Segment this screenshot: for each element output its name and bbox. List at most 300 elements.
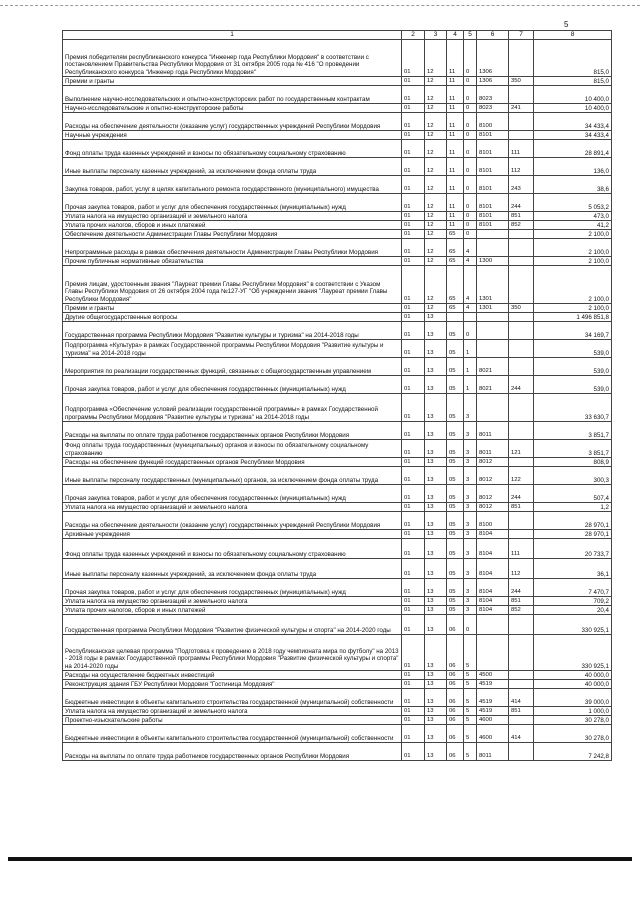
- amount-cell: 28 970,1: [534, 512, 612, 530]
- expense-type-cell: 851: [509, 597, 534, 606]
- table-row: [63, 458, 612, 467]
- expense-name-cell: Реконструкция здания ГБУ Республики Мордовия "Гостиница Мордовия": [63, 680, 402, 689]
- program-code-cell: 06: [447, 615, 464, 635]
- amount-cell: 40 000,0: [534, 671, 612, 680]
- expense-type-cell: [509, 680, 534, 689]
- subsection-code-cell: 13: [425, 680, 447, 689]
- expense-type-cell: 852: [509, 606, 534, 615]
- expense-name-cell: Государственная программа Республики Мордовия "Развитие физической культуры и спорта" на 2014-2020 годы: [63, 615, 402, 635]
- amount-cell: 34 433,4: [534, 113, 612, 131]
- section-code-cell: 01: [402, 340, 425, 358]
- target-code-cell: 8100: [477, 512, 509, 530]
- expense-name-cell: Прочая закупка товаров, работ и услуг для обеспечения государственных (муниципальных) нужд: [63, 376, 402, 394]
- target-code-cell: 4519: [477, 689, 509, 707]
- subprogram-code-cell: 1: [464, 340, 477, 358]
- subsection-code-cell: 12: [425, 104, 447, 113]
- expense-name-cell: Прочие публичные нормативные обязательства: [63, 257, 402, 266]
- section-code-cell: 01: [402, 40, 425, 77]
- section-code-cell: 01: [402, 707, 425, 716]
- expense-type-cell: [509, 743, 534, 761]
- section-code-cell: 01: [402, 422, 425, 440]
- expense-type-cell: [509, 40, 534, 77]
- expense-name-cell: Бюджетные инвестиции в объекты капитального строительства государственной (муниципальной) собственности: [63, 725, 402, 743]
- expense-type-cell: 112: [509, 559, 534, 579]
- program-code-cell: 11: [447, 77, 464, 86]
- program-code-cell: 11: [447, 176, 464, 194]
- section-code-cell: 01: [402, 140, 425, 158]
- section-code-cell: 01: [402, 503, 425, 512]
- expense-type-cell: 851: [509, 503, 534, 512]
- table-row: [63, 257, 612, 266]
- subsection-code-cell: 13: [425, 725, 447, 743]
- section-code-cell: 01: [402, 689, 425, 707]
- section-code-cell: 01: [402, 322, 425, 340]
- table-row: [63, 394, 612, 422]
- amount-cell: 5 053,2: [534, 194, 612, 212]
- subsection-code-cell: 13: [425, 606, 447, 615]
- section-code-cell: 01: [402, 376, 425, 394]
- target-code-cell: 8104: [477, 597, 509, 606]
- expense-name-cell: Бюджетные инвестиции в объекты капитального строительства государственной (муниципальной) собственности: [63, 689, 402, 707]
- subprogram-code-cell: 3: [464, 530, 477, 539]
- subsection-code-cell: 13: [425, 313, 447, 322]
- expense-name-cell: Архивные учреждения: [63, 530, 402, 539]
- table-row: [63, 221, 612, 230]
- table-row: [63, 313, 612, 322]
- amount-cell: 36,1: [534, 559, 612, 579]
- expense-name-cell: Уплата налога на имущество организаций и земельного налога: [63, 212, 402, 221]
- table-row: [63, 131, 612, 140]
- expense-name-cell: Иные выплаты персоналу казенных учреждений, за исключением фонда оплаты труда: [63, 559, 402, 579]
- subprogram-code-cell: 0: [464, 212, 477, 221]
- subsection-code-cell: 13: [425, 635, 447, 671]
- program-code-cell: 11: [447, 104, 464, 113]
- amount-cell: 709,2: [534, 597, 612, 606]
- amount-cell: 33 630,7: [534, 394, 612, 422]
- amount-cell: 2 100,0: [534, 239, 612, 257]
- subprogram-code-cell: 5: [464, 707, 477, 716]
- table-row: [63, 230, 612, 239]
- amount-cell: 1 000,0: [534, 707, 612, 716]
- program-code-cell: 05: [447, 376, 464, 394]
- expense-name-cell: Премия победителям республиканского конкурса "Инженер года Республики Мордовия" в соответствии с постановлением Правительства Республики Мордовия от 31 октября 2005 года № 416 "О проведении Республиканского конкурса "Инженер года Республики Мордовия": [63, 40, 402, 77]
- subprogram-code-cell: 1: [464, 358, 477, 376]
- section-code-cell: 01: [402, 304, 425, 313]
- subprogram-code-cell: 0: [464, 230, 477, 239]
- bottom-scan-edge: [8, 857, 632, 861]
- expense-name-cell: Непрограммные расходы в рамках обеспечения деятельности Администрации Главы Республики Мордовия: [63, 239, 402, 257]
- expense-type-cell: 414: [509, 725, 534, 743]
- subprogram-code-cell: 0: [464, 322, 477, 340]
- expense-type-cell: [509, 131, 534, 140]
- amount-cell: 507,4: [534, 485, 612, 503]
- section-code-cell: 01: [402, 615, 425, 635]
- section-code-cell: 01: [402, 86, 425, 104]
- subsection-code-cell: 13: [425, 579, 447, 597]
- expense-type-cell: 112: [509, 158, 534, 176]
- subprogram-code-cell: 0: [464, 77, 477, 86]
- program-code-cell: [447, 313, 464, 322]
- subprogram-code-cell: 3: [464, 579, 477, 597]
- amount-cell: 539,0: [534, 376, 612, 394]
- amount-cell: 300,3: [534, 467, 612, 485]
- section-code-cell: 01: [402, 77, 425, 86]
- subprogram-code-cell: 0: [464, 113, 477, 131]
- section-code-cell: 01: [402, 597, 425, 606]
- subprogram-code-cell: 0: [464, 176, 477, 194]
- target-code-cell: 4600: [477, 725, 509, 743]
- expense-type-cell: 851: [509, 212, 534, 221]
- program-code-cell: 11: [447, 212, 464, 221]
- expense-type-cell: [509, 358, 534, 376]
- table-row: [63, 579, 612, 597]
- program-code-cell: 05: [447, 322, 464, 340]
- expense-type-cell: [509, 422, 534, 440]
- subsection-code-cell: 13: [425, 716, 447, 725]
- expense-name-cell: Обеспечение деятельности Администрации Главы Республики Мордовия: [63, 230, 402, 239]
- subsection-code-cell: 12: [425, 257, 447, 266]
- expense-type-cell: [509, 635, 534, 671]
- amount-cell: 539,0: [534, 358, 612, 376]
- section-code-cell: 01: [402, 358, 425, 376]
- expense-name-cell: Мероприятия по реализации государственных функций, связанных с общегосударственным управлением: [63, 358, 402, 376]
- expense-type-cell: [509, 257, 534, 266]
- amount-cell: 40 000,0: [534, 680, 612, 689]
- subprogram-code-cell: 3: [464, 597, 477, 606]
- table-row: [63, 530, 612, 539]
- table-row: [63, 140, 612, 158]
- page-number: 5: [564, 20, 569, 29]
- subprogram-code-cell: 0: [464, 615, 477, 635]
- amount-cell: 2 100,0: [534, 230, 612, 239]
- subprogram-code-cell: 4: [464, 304, 477, 313]
- header-cell: 7: [509, 31, 534, 40]
- subsection-code-cell: 13: [425, 689, 447, 707]
- table-row: [63, 358, 612, 376]
- expense-name-cell: Уплата прочих налогов, сборов и иных платежей: [63, 606, 402, 615]
- section-code-cell: 01: [402, 394, 425, 422]
- target-code-cell: 4500: [477, 671, 509, 680]
- target-code-cell: 1301: [477, 304, 509, 313]
- amount-cell: 39 000,0: [534, 689, 612, 707]
- subprogram-code-cell: [464, 313, 477, 322]
- section-code-cell: 01: [402, 725, 425, 743]
- expense-name-cell: Проектно-изыскательские работы: [63, 716, 402, 725]
- table-row: [63, 86, 612, 104]
- subsection-code-cell: 12: [425, 158, 447, 176]
- amount-cell: 30 278,0: [534, 716, 612, 725]
- amount-cell: 20 733,7: [534, 539, 612, 559]
- subprogram-code-cell: 3: [464, 606, 477, 615]
- table-row: [63, 194, 612, 212]
- target-code-cell: 8104: [477, 606, 509, 615]
- expense-name-cell: Премии и гранты: [63, 304, 402, 313]
- program-code-cell: 06: [447, 725, 464, 743]
- subprogram-code-cell: 1: [464, 376, 477, 394]
- table-row: [63, 606, 612, 615]
- amount-cell: 41,2: [534, 221, 612, 230]
- target-code-cell: [477, 635, 509, 671]
- section-code-cell: 01: [402, 440, 425, 458]
- section-code-cell: 01: [402, 485, 425, 503]
- target-code-cell: 8104: [477, 539, 509, 559]
- amount-cell: 28 970,1: [534, 530, 612, 539]
- target-code-cell: [477, 340, 509, 358]
- program-code-cell: 05: [447, 358, 464, 376]
- table-row: [63, 559, 612, 579]
- target-code-cell: 1306: [477, 40, 509, 77]
- expense-name-cell: Подпрограмма «Культура» в рамках Государственной программы Республики Мордовия "Развитие культуры и туризма" на 2014-2018 годы: [63, 340, 402, 358]
- expense-type-cell: 244: [509, 194, 534, 212]
- target-code-cell: [477, 615, 509, 635]
- subprogram-code-cell: 3: [464, 394, 477, 422]
- amount-cell: 10 400,0: [534, 104, 612, 113]
- expense-type-cell: 350: [509, 304, 534, 313]
- expense-name-cell: Закупка товаров, работ, услуг в целях капитального ремонта государственного (муниципального) имущества: [63, 176, 402, 194]
- target-code-cell: 8023: [477, 104, 509, 113]
- section-code-cell: 01: [402, 579, 425, 597]
- table-row: [63, 671, 612, 680]
- amount-cell: 20,4: [534, 606, 612, 615]
- table-row: [63, 485, 612, 503]
- target-code-cell: 8101: [477, 212, 509, 221]
- header-cell: 3: [425, 31, 447, 40]
- subsection-code-cell: 12: [425, 221, 447, 230]
- program-code-cell: 06: [447, 716, 464, 725]
- expense-name-cell: Расходы на выплаты по оплате труда работников государственных органов Республики Мордовия: [63, 422, 402, 440]
- expense-type-cell: 111: [509, 539, 534, 559]
- section-code-cell: 01: [402, 257, 425, 266]
- program-code-cell: 06: [447, 635, 464, 671]
- section-code-cell: 01: [402, 176, 425, 194]
- top-edge-line: [0, 5, 640, 6]
- section-code-cell: 01: [402, 104, 425, 113]
- section-code-cell: 01: [402, 680, 425, 689]
- program-code-cell: 05: [447, 340, 464, 358]
- table-row: [63, 266, 612, 304]
- subprogram-code-cell: 4: [464, 257, 477, 266]
- header-cell: 1: [63, 31, 402, 40]
- target-code-cell: 1300: [477, 257, 509, 266]
- amount-cell: 34 433,4: [534, 131, 612, 140]
- section-code-cell: 01: [402, 266, 425, 304]
- subsection-code-cell: 13: [425, 467, 447, 485]
- subsection-code-cell: 13: [425, 394, 447, 422]
- expense-name-cell: Расходы на осуществление бюджетных инвестиций: [63, 671, 402, 680]
- target-code-cell: [477, 394, 509, 422]
- subprogram-code-cell: 0: [464, 104, 477, 113]
- section-code-cell: 01: [402, 671, 425, 680]
- expense-type-cell: 414: [509, 689, 534, 707]
- table-row: [63, 239, 612, 257]
- expense-type-cell: 350: [509, 77, 534, 86]
- program-code-cell: 11: [447, 158, 464, 176]
- subsection-code-cell: 12: [425, 194, 447, 212]
- amount-cell: 815,0: [534, 77, 612, 86]
- subsection-code-cell: 13: [425, 539, 447, 559]
- table-body: [63, 40, 612, 761]
- expense-name-cell: Уплата налога на имущество организаций и земельного налога: [63, 503, 402, 512]
- section-code-cell: 01: [402, 239, 425, 257]
- program-code-cell: 65: [447, 266, 464, 304]
- program-code-cell: 65: [447, 230, 464, 239]
- table-row: [63, 615, 612, 635]
- program-code-cell: 65: [447, 257, 464, 266]
- section-code-cell: 01: [402, 113, 425, 131]
- program-code-cell: 06: [447, 707, 464, 716]
- header-cell: 8: [534, 31, 612, 40]
- subprogram-code-cell: 5: [464, 635, 477, 671]
- table-row: [63, 707, 612, 716]
- subprogram-code-cell: 3: [464, 467, 477, 485]
- program-code-cell: 05: [447, 539, 464, 559]
- expense-name-cell: Иные выплаты персоналу казенных учреждений, за исключением фонда оплаты труда: [63, 158, 402, 176]
- expense-type-cell: 241: [509, 104, 534, 113]
- expense-name-cell: Республиканская целевая программа "Подготовка к проведению в 2018 году чемпионата мира по футболу" на 2013 - 2018 годы в рамках Государственной программы Республики Мордовия "Развитие физической культуры и спорта" на 2014-2020 годы: [63, 635, 402, 671]
- expense-name-cell: Уплата прочих налогов, сборов и иных платежей: [63, 221, 402, 230]
- section-code-cell: 01: [402, 467, 425, 485]
- program-code-cell: 11: [447, 131, 464, 140]
- table-row: [63, 176, 612, 194]
- expense-type-cell: [509, 394, 534, 422]
- subsection-code-cell: 13: [425, 615, 447, 635]
- target-code-cell: [477, 230, 509, 239]
- target-code-cell: 8101: [477, 158, 509, 176]
- expense-type-cell: [509, 239, 534, 257]
- amount-cell: 28 891,4: [534, 140, 612, 158]
- target-code-cell: 4600: [477, 716, 509, 725]
- expense-name-cell: Расходы на выплаты по оплате труда работников государственных органов Республики Мордовия: [63, 743, 402, 761]
- expense-type-cell: 122: [509, 467, 534, 485]
- expense-type-cell: [509, 671, 534, 680]
- section-code-cell: 01: [402, 716, 425, 725]
- amount-cell: 2 100,0: [534, 304, 612, 313]
- section-code-cell: 01: [402, 158, 425, 176]
- program-code-cell: 05: [447, 440, 464, 458]
- subprogram-code-cell: 3: [464, 539, 477, 559]
- amount-cell: 815,0: [534, 40, 612, 77]
- subsection-code-cell: 13: [425, 458, 447, 467]
- section-code-cell: 01: [402, 313, 425, 322]
- table-row: [63, 40, 612, 77]
- subsection-code-cell: 13: [425, 358, 447, 376]
- subsection-code-cell: 13: [425, 559, 447, 579]
- section-code-cell: 01: [402, 539, 425, 559]
- section-code-cell: 01: [402, 458, 425, 467]
- subsection-code-cell: 13: [425, 376, 447, 394]
- target-code-cell: 4519: [477, 707, 509, 716]
- amount-cell: 473,0: [534, 212, 612, 221]
- program-code-cell: 11: [447, 113, 464, 131]
- subprogram-code-cell: 5: [464, 680, 477, 689]
- expense-name-cell: Премии и гранты: [63, 77, 402, 86]
- subsection-code-cell: 12: [425, 131, 447, 140]
- expense-name-cell: Прочая закупка товаров, работ и услуг для обеспечения государственных (муниципальных) нужд: [63, 194, 402, 212]
- subprogram-code-cell: 3: [464, 458, 477, 467]
- expense-name-cell: Расходы на обеспечение деятельности (оказание услуг) государственных учреждений Республики Мордовия: [63, 113, 402, 131]
- program-code-cell: 06: [447, 680, 464, 689]
- header-cell: 5: [464, 31, 477, 40]
- table-row: [63, 689, 612, 707]
- subprogram-code-cell: 0: [464, 158, 477, 176]
- target-code-cell: 8011: [477, 743, 509, 761]
- subsection-code-cell: 12: [425, 40, 447, 77]
- subsection-code-cell: 12: [425, 140, 447, 158]
- expense-type-cell: [509, 313, 534, 322]
- expense-name-cell: Научно-исследовательские и опытно-конструкторские работы: [63, 104, 402, 113]
- table-row: [63, 212, 612, 221]
- section-code-cell: 01: [402, 635, 425, 671]
- table-row: [63, 635, 612, 671]
- subsection-code-cell: 12: [425, 266, 447, 304]
- program-code-cell: 05: [447, 467, 464, 485]
- subsection-code-cell: 12: [425, 304, 447, 313]
- expense-type-cell: [509, 113, 534, 131]
- expense-name-cell: Фонд оплаты труда государственных (муниципальных) органов и взносы по обязательному социальному страхованию: [63, 440, 402, 458]
- target-code-cell: [477, 313, 509, 322]
- subprogram-code-cell: 4: [464, 266, 477, 304]
- subsection-code-cell: 13: [425, 340, 447, 358]
- subsection-code-cell: 13: [425, 707, 447, 716]
- expense-name-cell: Фонд оплаты труда казенных учреждений и взносы по обязательному социальному страхованию: [63, 140, 402, 158]
- table-row: [63, 158, 612, 176]
- expense-type-cell: [509, 266, 534, 304]
- table-row: [63, 680, 612, 689]
- expense-type-cell: 243: [509, 176, 534, 194]
- target-code-cell: 8101: [477, 221, 509, 230]
- section-code-cell: 01: [402, 212, 425, 221]
- table-row: [63, 503, 612, 512]
- table-row: [63, 304, 612, 313]
- expense-name-cell: Расходы на обеспечение деятельности (оказание услуг) государственных учреждений Республики Мордовия: [63, 512, 402, 530]
- expense-type-cell: [509, 86, 534, 104]
- target-code-cell: 8011: [477, 422, 509, 440]
- target-code-cell: 8104: [477, 559, 509, 579]
- expense-name-cell: Другие общегосударственные вопросы: [63, 313, 402, 322]
- table-row: [63, 725, 612, 743]
- expense-name-cell: Иные выплаты персоналу государственных (муниципальных) органов, за исключением фонда оплаты труда: [63, 467, 402, 485]
- subprogram-code-cell: 3: [464, 485, 477, 503]
- section-code-cell: 01: [402, 194, 425, 212]
- table-row: [63, 440, 612, 458]
- subsection-code-cell: 13: [425, 422, 447, 440]
- header-cell: 2: [402, 31, 425, 40]
- section-code-cell: 01: [402, 221, 425, 230]
- target-code-cell: 8021: [477, 376, 509, 394]
- program-code-cell: 05: [447, 503, 464, 512]
- table-row: [63, 113, 612, 131]
- subsection-code-cell: 13: [425, 440, 447, 458]
- subsection-code-cell: 12: [425, 86, 447, 104]
- expense-type-cell: [509, 230, 534, 239]
- subprogram-code-cell: 4: [464, 239, 477, 257]
- expense-type-cell: [509, 458, 534, 467]
- target-code-cell: 8012: [477, 458, 509, 467]
- program-code-cell: 05: [447, 422, 464, 440]
- subsection-code-cell: 13: [425, 743, 447, 761]
- expense-type-cell: 111: [509, 140, 534, 158]
- program-code-cell: 05: [447, 394, 464, 422]
- amount-cell: 539,0: [534, 340, 612, 358]
- amount-cell: 1,2: [534, 503, 612, 512]
- table-row: [63, 512, 612, 530]
- table-row: [63, 422, 612, 440]
- program-code-cell: 05: [447, 530, 464, 539]
- target-code-cell: [477, 322, 509, 340]
- table-row: [63, 716, 612, 725]
- target-code-cell: 8012: [477, 485, 509, 503]
- expense-type-cell: [509, 512, 534, 530]
